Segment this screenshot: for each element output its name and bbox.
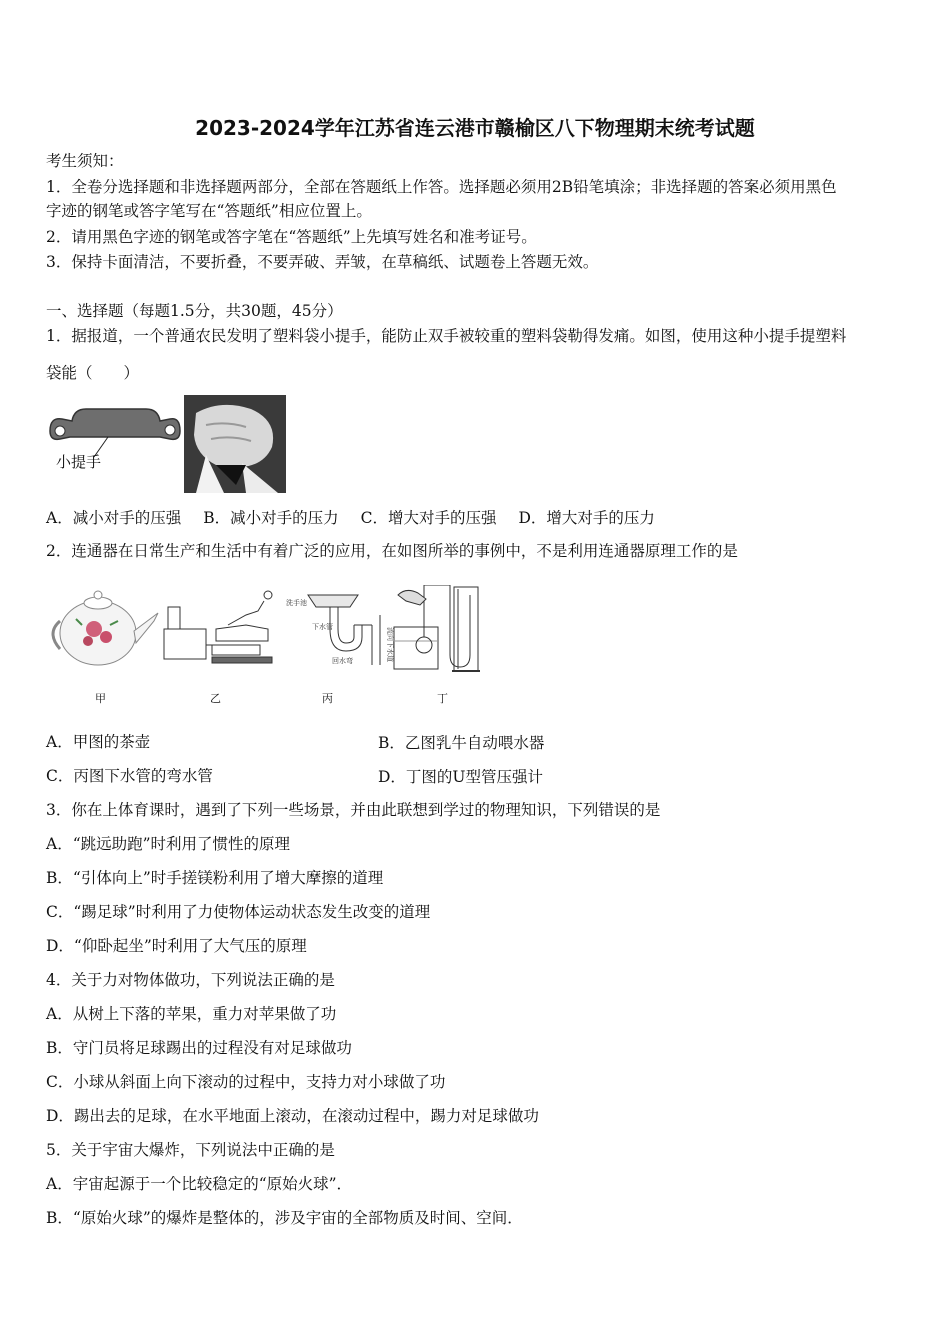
caption-jia: 甲 xyxy=(95,692,106,705)
notice-item-2: 2．请用黑色字迹的钢笔或答字笔在“答题纸”上先填写姓名和准考证号。 xyxy=(46,228,537,246)
question-2-option-d[interactable]: D．丁图的U型管压强计 xyxy=(378,768,543,786)
label-wash-basin: 洗手池 xyxy=(286,599,307,607)
notice-item-1-cont: 字迹的钢笔或答字笔写在“答题纸”相应位置上。 xyxy=(46,202,372,220)
page-title: 2023-2024学年江苏省连云港市赣榆区八下物理期末统考试题 xyxy=(195,116,755,140)
question-1-stem-cont: 袋能（ ） xyxy=(46,364,140,382)
question-4-stem: 4．关于力对物体做功，下列说法正确的是 xyxy=(46,971,335,989)
handle-label: 小提手 xyxy=(56,453,102,471)
cow-feeder-icon xyxy=(164,591,272,663)
question-2-option-c[interactable]: C．丙图下水管的弯水管 xyxy=(46,767,213,785)
section-heading: 一、选择题（每题1.5分，共30题，45分） xyxy=(46,302,343,320)
question-3-option-d[interactable]: D．“仰卧起坐”时利用了大气压的原理 xyxy=(46,937,307,955)
option-a[interactable]: A．减小对手的压强 xyxy=(46,509,182,527)
question-3-option-c[interactable]: C．“踢足球”时利用了力使物体运动状态发生改变的道理 xyxy=(46,903,431,921)
question-5-option-b[interactable]: B．“原始火球”的爆炸是整体的，涉及宇宙的全部物质及时间、空间． xyxy=(46,1209,523,1227)
question-3-option-b[interactable]: B．“引体向上”时手搓镁粉利用了增大摩擦的道理 xyxy=(46,869,384,887)
question-3-stem: 3．你在上体育课时，遇到了下列一些场景，并由此联想到学过的物理知识，下列错误的是 xyxy=(46,801,661,819)
option-c[interactable]: C．增大对手的压强 xyxy=(360,509,497,527)
option-b[interactable]: B．减小对手的压力 xyxy=(203,509,339,527)
label-to-sewer: 流向下水道 xyxy=(386,627,394,662)
connected-vessels-figures xyxy=(46,585,496,680)
notice-item-3: 3．保持卡面清洁，不要折叠，不要弄破、弄皱，在草稿纸、试题卷上答题无效。 xyxy=(46,253,599,271)
question-5-stem: 5．关于宇宙大爆炸，下列说法中正确的是 xyxy=(46,1141,335,1159)
question-4-option-b[interactable]: B．守门员将足球踢出的过程没有对足球做功 xyxy=(46,1039,352,1057)
question-2-option-a[interactable]: A．甲图的茶壶 xyxy=(46,733,151,751)
question-2-option-b[interactable]: B．乙图乳牛自动喂水器 xyxy=(378,734,545,752)
question-1-options xyxy=(46,506,677,528)
question-3-option-a[interactable]: A．“跳远助跑”时利用了惯性的原理 xyxy=(46,835,291,853)
teapot-icon xyxy=(53,591,158,665)
question-5-option-a[interactable]: A．宇宙起源于一个比较稳定的“原始火球”． xyxy=(46,1175,353,1193)
question-1-stem: 1．据报道，一个普通农民发明了塑料袋小提手，能防止双手被较重的塑料袋勒得发痛。如图，使用这种小提手提塑料 xyxy=(46,327,847,345)
caption-bing: 丙 xyxy=(322,692,333,705)
option-d[interactable]: D．增大对手的压力 xyxy=(518,509,655,527)
question-1-figure xyxy=(46,395,291,493)
caption-yi: 乙 xyxy=(210,692,221,705)
u-tube-manometer-icon xyxy=(394,585,480,671)
question-4-option-c[interactable]: C．小球从斜面上向下滚动的过程中，支持力对小球做了功 xyxy=(46,1073,446,1091)
question-4-option-d[interactable]: D．踢出去的足球，在水平地面上滚动，在滚动过程中，踢力对足球做功 xyxy=(46,1107,539,1125)
question-2-figures xyxy=(46,585,496,710)
notice-heading: 考生须知： xyxy=(46,152,124,170)
question-4-option-a[interactable]: A．从树上下落的苹果，重力对苹果做了功 xyxy=(46,1005,337,1023)
label-drain-pipe: 下水管 xyxy=(312,623,333,631)
notice-item-1: 1．全卷分选择题和非选择题两部分，全部在答题纸上作答。选择题必须用2B铅笔填涂；非选择题的答案必须用黑色 xyxy=(46,178,837,196)
label-return-bend: 回水弯 xyxy=(332,657,353,665)
plastic-bag-handle-icon xyxy=(46,395,291,493)
question-2-stem: 2．连通器在日常生产和生活中有着广泛的应用，在如图所举的事例中，不是利用连通器原理工作的是 xyxy=(46,542,738,560)
caption-ding: 丁 xyxy=(437,692,448,705)
